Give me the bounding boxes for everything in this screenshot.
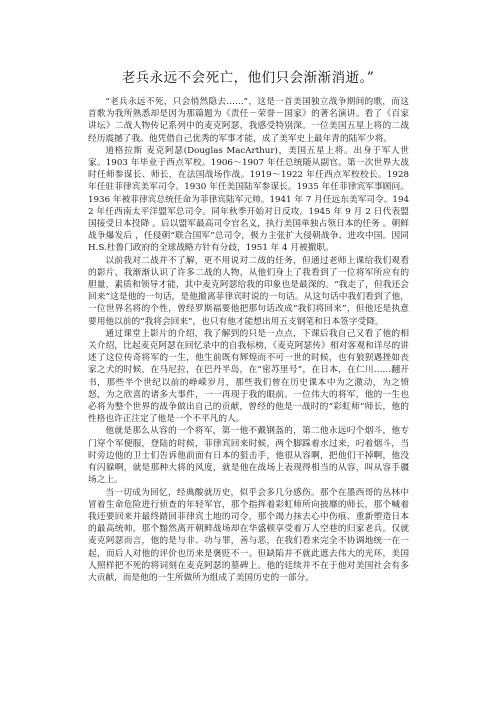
paragraph-biography: 道格拉斯 麦克阿瑟(Douglas MacArthur)，美国五星上将。出身于军人世家。1903 年毕业于西点军校。1906～1907 年任总统随从副官。第一次世界大战时任师参谋长、师长，在法国战场作战。1919～1922 年任西点军校校长。1928年任驻菲律宾美军司令。1930 年任美国陆军参谋长。1935 年任菲律宾军事顾问。1936 年被菲律宾总统任命为菲律宾陆军元帅。1941 年 7 月任远东美军司令。1942 年任西南太平洋盟军总司令。同年秋季开始对日反攻。1945 年 9 月 2 日代表盟国接受日本投降 。后以盟军最高司令官名义，执行美国单独占领日本的任务 。朝鲜战争爆发后 ，任侵朝“联合国军”总司令，极力主张扩大侵朝战争、进攻中国。因同 H.S.杜鲁门政府的全球战略方针有分歧，1951 年 4 月被撤职。 (88, 145, 409, 254)
paragraph-impression: 以前我对二战并不了解，更不用说对二战的任务，但通过老师上课给我们观看的影片，我渐渐认识了许多二战的人物，从他们身上了我看到了一位将军所应有的胆量，素质和领导才能，其中麦克阿瑟给我的印象也是最深的。“我走了，但我还会回来”这是他的一句话，是他撤离菲律宾时说的一句话。从这句话中我们看到了他，一位世界名将的个性，曾经罗斯福要他把那句话改成“我们将回来”，但他还是执意要用他以前的“我将会回来”，也只有他才能想出用五支钢笔和日本签字受降。 (88, 255, 409, 327)
document-title: 老兵永远不会死亡，他们只会渐渐消逝。” (121, 70, 375, 86)
document-body (88, 96, 409, 584)
paragraph-reflection: 当一切成为回忆，经典酸就历史，似乎会多几分感伤。那个在墨西哥的丛林中冒着生命危险进行侦查的年轻军官，那个指挥着彩虹师所向披靡的师长，那个喊着我还要回来并最终踏回菲律宾土地的司令，那个竭力抹去心中伤痕、重新塑造日本的最高统帅，那个黯然离开朝鲜战场却在华盛顿享受着万人空巷的归家老兵。仅就麦克阿瑟而言，他的是与非、功与罪，善与恶，在我们看来完全不协调地统一在一起，而后人对他的评价也历来是褒贬不一。但缺陷并不就此遮去伟大的光环，美国人照样把不死的将词刻在麦克阿瑟的墓碑上。他的廷续并不在于他对美国社会有多大贡献，而是他的一生所做所为组成了美国历史的一部分。 (88, 487, 409, 583)
paragraph-composure: 他就是那么从容的一个将军，第一他不戴钢盔的，第二他永远叼个烟斗，他专门穿个军便服，登陆的时候，菲律宾回来时候，两个脚踩着水过来，叼着烟斗，当时旁边他的卫士们告诉他前面有日本的狙击手，他很从容啊，把他们干掉啊，他没有闪躲啊，就是那种大将的风度，就是他在战场上表现得相当的从容，叫从容手疆场之上。 (88, 426, 409, 486)
paragraph-intro: “老兵永远不死，只会悄然隐去……”，这是一首美国独立战争期间的歌，而这首歌为我所熟悉却是因为那篇题为《责任－荣誉－国家》的著名演讲。看了《百家讲坛》二战人物传记系列中的麦克阿瑟，我感受特别深。一位美国五星上将的二战经历震撼了我。他凭借自己优秀的军事才能，成了美军史上最年青的陆军少将。 (88, 97, 409, 144)
paragraph-film-review: 通过课堂上影片的介绍，我了解到的只是一点点，下课后我自己又看了他的相关介绍，比起麦克阿瑟在回忆录中的自我标榜，《麦克阿瑟传》相对客观和详尽的讲述了这位传奇将军的一生，他生前既有辉煌而不可一世的时候，也有狼狈遇挫如丧家之犬的时候，在马尼拉，在巴丹半岛，在“密苏里号”，在日本，在仁川……翻开书，那些半个世纪以前的峥嵘岁月，那些我们曾在历史课本中为之激动，为之愤怒，为之欣喜的诸多大事件，一一再现于我的眼前。一位伟大的将军，他的一生也必将为整个世界的战争做出自己的贡献，曾经的他是一战时的“彩虹师”师长，他的性格也许正注定了他是一个不平凡的人。 (88, 328, 409, 425)
